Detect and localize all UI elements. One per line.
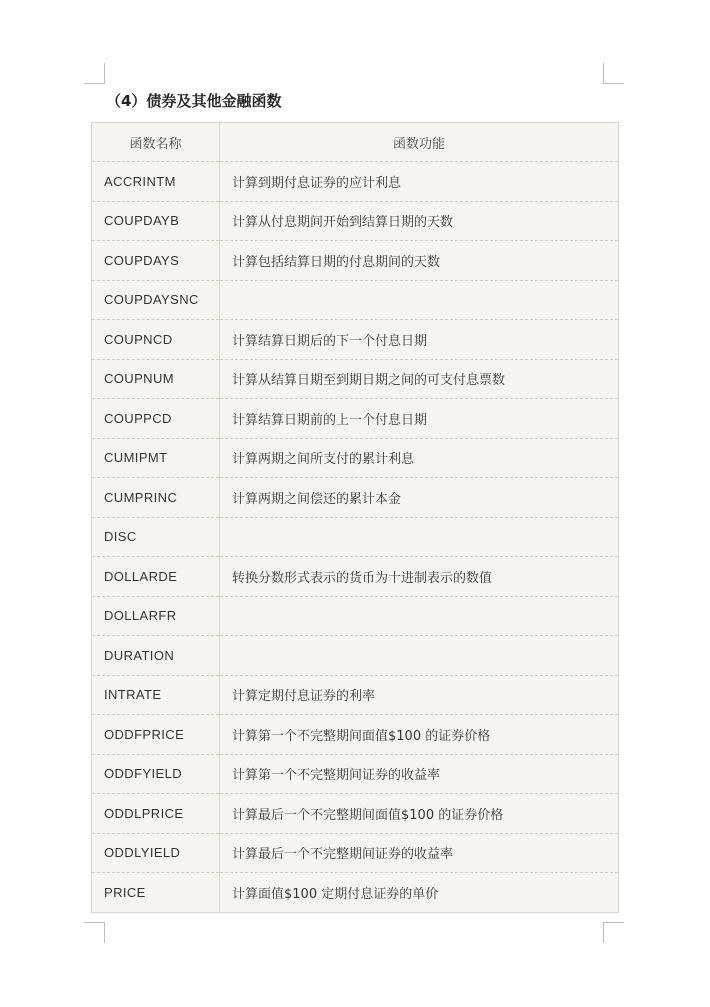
function-description-cell: 计算第一个不完整期间面值$100 的证券价格 [220,715,619,755]
function-description-cell: 计算从结算日期至到期日期之间的可支付息票数 [220,359,619,399]
function-description-cell: 计算两期之间偿还的累计本金 [220,478,619,518]
function-name-cell: COUPDAYSNC [92,280,220,320]
function-name-cell: CUMPRINC [92,478,220,518]
table-row [92,596,619,636]
function-description-cell: 计算面值$100 定期付息证券的单价 [232,886,439,902]
function-name-cell: ACCRINTM [92,162,220,202]
table-row [92,715,619,755]
function-name-cell: COUPDAYS [92,241,220,281]
function-description-cell [220,280,619,320]
table-row [92,754,619,794]
page-corner-mark-top-left [84,63,105,84]
function-description-cell: 计算最后一个不完整期间面值$100 的证券价格 [220,794,619,834]
function-description-cell [220,517,619,557]
function-description-cell: 计算从付息期间开始到结算日期的天数 [220,201,619,241]
function-name-cell: ODDLPRICE [92,794,220,834]
function-name-cell: ODDLYIELD [92,833,220,873]
function-name-cell: ODDFPRICE [92,715,220,755]
table-row [92,873,619,913]
function-name-cell: INTRATE [92,675,220,715]
function-name-cell: DOLLARFR [92,596,220,636]
table-row [92,359,619,399]
function-name-cell: COUPNUM [92,359,220,399]
function-description-cell [220,636,619,676]
function-description-cell: 计算到期付息证券的应计利息 [220,162,619,202]
table-row [92,675,619,715]
table-row [92,201,619,241]
table-row [92,478,619,518]
section-title: （4）债券及其他金融函数 [106,92,282,110]
column-header-function-description: 函数功能 [220,123,619,162]
table-row [92,557,619,597]
table-row [92,517,619,557]
function-description-cell: 计算第一个不完整期间证券的收益率 [220,754,619,794]
table-row [92,833,619,873]
table-row [92,438,619,478]
function-name-cell: CUMIPMT [92,438,220,478]
function-description-cell: 计算包括结算日期的付息期间的天数 [220,241,619,281]
table-row [92,241,619,281]
page-corner-mark-bottom-left [84,922,105,943]
function-name-cell: PRICE [92,873,220,913]
page-corner-mark-bottom-right [603,922,624,943]
function-description-cell: 计算结算日期前的上一个付息日期 [220,399,619,439]
financial-functions-table [91,122,619,913]
page-corner-mark-top-right [603,63,624,84]
function-description-cell: 计算结算日期后的下一个付息日期 [220,320,619,360]
function-description-cell [220,596,619,636]
function-name-cell: COUPPCD [92,399,220,439]
function-description-cell: 转换分数形式表示的货币为十进制表示的数值 [220,557,619,597]
table-row [92,399,619,439]
function-name-cell: COUPNCD [92,320,220,360]
column-header-function-name: 函数名称 [92,123,220,162]
function-name-cell: DOLLARDE [92,557,220,597]
function-name-cell: COUPDAYB [92,201,220,241]
table-row [92,320,619,360]
table-row [92,636,619,676]
function-description-cell: 计算两期之间所支付的累计利息 [220,438,619,478]
function-description-cell: 计算最后一个不完整期间证券的收益率 [220,833,619,873]
table-header-row [92,123,619,162]
function-name-cell: DISC [92,517,220,557]
table-row [92,162,619,202]
table-row [92,280,619,320]
function-description-cell: 计算定期付息证券的利率 [220,675,619,715]
function-name-cell: DURATION [92,636,220,676]
function-name-cell: ODDFYIELD [92,754,220,794]
table-row [92,794,619,834]
